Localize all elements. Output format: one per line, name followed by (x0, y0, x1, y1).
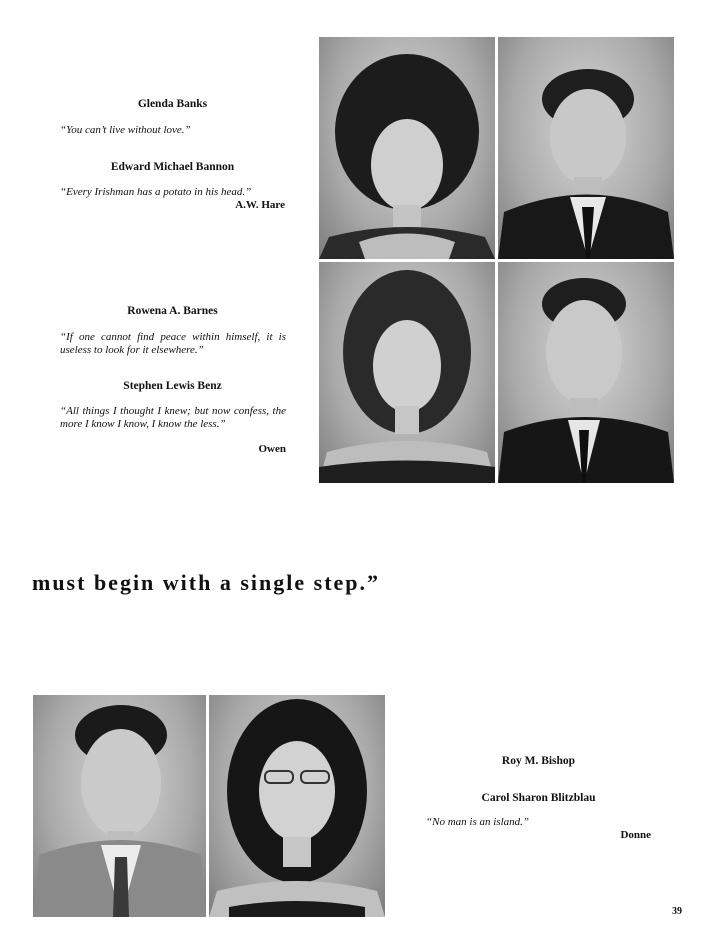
page-number: 39 (672, 906, 682, 917)
portrait-photo-glenda-banks (319, 37, 495, 259)
quote-stephen-benz: “All things I thought I knew; but now confess, the more I know I know, I know the less.” (60, 405, 286, 430)
portrait-photo-roy-bishop (33, 695, 206, 917)
portrait-silhouette-icon (498, 262, 674, 483)
portrait-silhouette-icon (209, 695, 385, 917)
portrait-silhouette-icon (319, 262, 495, 483)
quote-carol-blitzblau: “No man is an island.” (426, 816, 529, 828)
portrait-silhouette-icon (498, 37, 674, 259)
author-edward-bannon: A.W. Hare (235, 199, 285, 211)
portrait-photo-stephen-benz (498, 262, 674, 483)
portrait-photo-edward-bannon (498, 37, 674, 259)
student-name-roy-bishop: Roy M. Bishop (501, 755, 576, 767)
author-stephen-benz: Owen (258, 443, 286, 455)
portrait-photo-rowena-barnes (319, 262, 495, 483)
student-name-rowena-barnes: Rowena A. Barnes (127, 305, 218, 317)
quote-edward-bannon: “Every Irishman has a potato in his head.” (60, 186, 252, 198)
student-name-glenda-banks: Glenda Banks (137, 98, 208, 110)
portrait-silhouette-icon (33, 695, 206, 917)
headline-quote: must begin with a single step.” (32, 570, 381, 595)
portrait-silhouette-icon (319, 37, 495, 259)
quote-glenda-banks: “You can’t live without love.” (60, 124, 191, 136)
student-name-edward-bannon: Edward Michael Bannon (110, 161, 235, 173)
author-carol-blitzblau: Donne (620, 829, 651, 841)
student-name-stephen-benz: Stephen Lewis Benz (123, 380, 222, 392)
student-name-carol-blitzblau: Carol Sharon Blitzblau (481, 792, 596, 804)
quote-rowena-barnes: “If one cannot find peace within himself, it is useless to look for it elsewhere.” (60, 331, 286, 356)
portrait-photo-carol-blitzblau (209, 695, 385, 917)
